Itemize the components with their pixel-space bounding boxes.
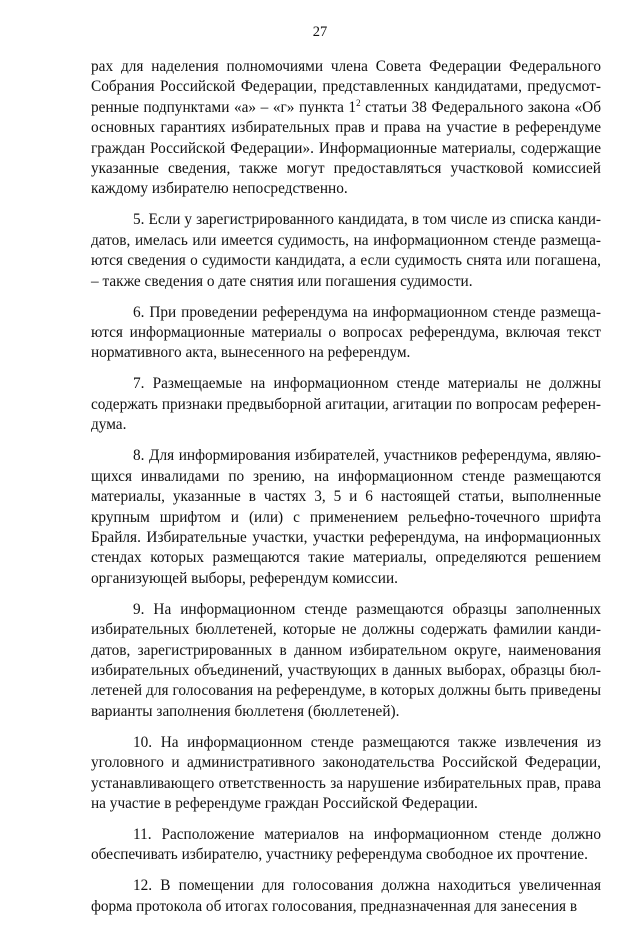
- paragraph-text: статьи 38 Федерального закона «Об основных гарантиях избирательных прав и права на участие в референдуме граждан Российской Федерации». Информационные материалы, содержащие указанные сведения, также могут предоставляться участковой комиссией каждому избирателю непосредственно.: [91, 98, 601, 198]
- paragraph-11: 11. Расположение материалов на информационном стенде должно обеспечивать избирателю, участнику референдума свободное их прочтение.: [91, 825, 601, 864]
- paragraph-continuation: [91, 57, 601, 200]
- paragraph-10: 10. На информационном стенде размещаются также извлечения из уголовного и административного законодательства Российской Федерации, устанавливающего ответственность за нарушение избирательных прав, права на участие в референдуме граждан Российской Федерации.: [91, 733, 601, 812]
- body-text: [91, 57, 601, 928]
- paragraph-12: 12. В помещении для голосования должна находиться увеличенная форма протокола об итогах голосования, предназначенная для занесения в: [91, 877, 601, 915]
- paragraph-text: рах для наделения полномочиями члена Совета Федерации Федерального Собрания Российской Федерации, представленных кандидатами, предусмотренные подпунктами «а» – «г» пункта 1: [91, 58, 601, 116]
- paragraph-6: 6. При проведении референдума на информационном стенде размещаются информационные материалы о вопросах референдума, включая текст нормативного акта, вынесенного на референдум.: [91, 303, 601, 362]
- superscript-number: 2: [356, 97, 361, 108]
- paragraph-8: 8. Для информирования избирателей, участников референдума, являющихся инвалидами по зрению, на информационном стенде размещаются материалы, указанные в частях 3, 5 и 6 настоящей статьи, выполненные крупным шрифтом и (или) с применением рельефно-точечного шрифта Брайля. Избирательные участки, участки референдума, на информационных стендах которых размещаются такие материалы, определяются решением организующей выборы, референдум комиссии.: [91, 447, 601, 587]
- paragraph-5: 5. Если у зарегистрированного кандидата, в том числе из списка кандидатов, имелась или имеется судимость, на информационном стенде размещаются сведения о судимости кандидата, а если судимость снята или погашена, – также сведения о дате снятия или погашения судимости.: [91, 211, 601, 290]
- paragraph-7: 7. Размещаемые на информационном стенде материалы не должны содержать признаки предвыборной агитации, агитации по вопросам референдума.: [91, 375, 601, 434]
- paragraph-9: 9. На информационном стенде размещаются образцы заполненных избирательных бюллетеней, которые не должны содержать фамилии кандидатов, зарегистрированных в данном избирательном округе, наименования избирательных объединений, участвующих в данных выборах, образцы бюллетеней для голосования на референдуме, в которых должны быть приведены варианты заполнения бюллетеня (бюллетеней).: [91, 600, 601, 720]
- page-number: 27: [312, 24, 328, 40]
